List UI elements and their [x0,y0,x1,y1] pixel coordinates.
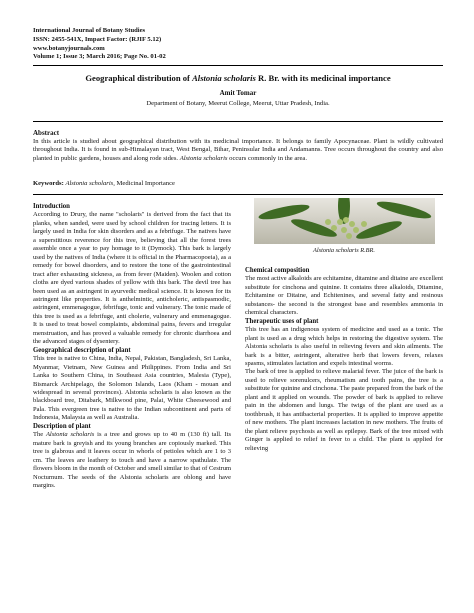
journal-header [33,27,166,62]
therapeutic-heading: Therapeutic uses of plant [245,317,319,325]
title-species: Alstonia scholaris [192,73,256,83]
description-text: The Alstonia scholaris is a tree and grows up to 40 m (130 ft) tall. Its mature bark is greyish and its young branches are copiously marked. This tree is glabrous and it leaves occur in whorls of petioles which are 1 to 3 cm. The leaves are leathery to touch and have a narrow spathulate. The flowers bloom in the month of October and smell similar to that of Cestrum Nocturnum. The seeds of the Alstonia scholaris are oblong and have margins. [33,431,231,489]
journal-volume: Volume 1; Issue 3; March 2016; Page No. 01-02 [33,53,166,61]
right-column [245,267,443,453]
keywords-rest: , Medicinal Importance [113,180,175,187]
left-column [33,203,231,490]
paper-title [33,73,443,83]
abstract-section [33,129,443,163]
abstract-text: In this article is studied about geographical distribution with its medicinal importance. It belongs to family Apocynaceae. Plant is wildly cultivated throughout India. It is found in sub-Himalayan tract, West Bengal, Bihar, Peninsular India and Andamanns. Tree occurs throughout the country and also planted in public gardens, houses and along rode sides. Alstonia scholaris occurs commonly in the area. [33,138,443,162]
keywords-bottom-rule [33,194,443,195]
intro-heading: Introduction [33,203,70,210]
header-rule [33,65,443,66]
geo-heading: Geographical description of plant [33,346,131,354]
intro-text: According to Drury, the name "scholaris" is derived from the fact that its planks, when sanded, were used by school children for tracing letters. It is largely used in India for skin disorders and as a febrifuge. The natives have a superstitious reverence for this tree, believing that all the forest trees assemble once a year to pay homage to it (Dymock). This bark is largely used by the natives of India (where it is official in the Pharmacopoeia), as a remedy for bowel disorders, and to restore the tone of the gastrointestinal tract after exhausting sickness, as from fever (Maiden). Woolen and cotton cloths are dyed various shades of yellow with this bark. The devil tree has been used as an astringent in ayurvedic medical science. It is known for its astringent like properties. It is anthelmintic, anticholeric, antispasmodic, astringent, emmenagogue, febrifuge, tonic and vulnerary. The tonic made of this tree is used as a febrifuge, anti cholerie, vulnerary and emmenagogue. It is used to treat bowel complaints, abdominal pains, fevers and irregular menstruation, and has proved a valuable remedy for chronic diarrhoea and the advanced stages of dysentery. [33,211,231,346]
figure-caption: Alstonia scholaris R.BR. [313,247,375,254]
keyword-species: Alstonia scholaris [65,180,114,187]
journal-issn: ISSN: 2455-541X, Impact Factor: (RJIF 5.12) [33,35,162,43]
keywords [33,180,175,187]
journal-name: International Journal of Botany Studies [33,27,146,34]
keywords-label: Keywords: [33,180,64,187]
author-affiliation: Department of Botany, Meerut College, Meerut, Uttar Pradesh, India. [146,100,330,107]
therapeutic-text-2: The bark of tree is applied to relieve malarial fever. The juice of the bark is used to relieve sorenulcers, rheumatism and tooth pains, the tree is a substitute for quinine and cinchona. The paste prepared from the bark of the plant and it applied on wounds. The powder of bark is applied to relieve pain in the abdomen and lungs. The twigs of the plant are used as a toothbrush, it has antibacterial properties. It is applied to improve appetite of new mothers. The plant increases lactation in new mothers. The fruits of the plant relieve psychosis as well as epilepsy. Bark of the tree mixed with Ginger is applied to relief in fever to a child. The plant is applied for relieving [245,368,443,452]
chemical-heading: Chemical composition [245,267,310,274]
author-name: Amit Tomar [219,89,257,97]
therapeutic-text: This tree has an indigenous system of medicine and used as a tonic. The plant is used as a drug which helps in restoring the digestive system. The Alstonia scholaris is also useful in relieving fevers and skin ailments. The bark is a bitter, astringent, alterative herb that lowers fevers, relaxes spasms, stimulates lactation and expels intestinal worms. [245,326,443,367]
leaves-photo [254,198,435,244]
description-heading: Description of plant [33,422,91,430]
title-prefix: Geographical distribution of [85,73,193,83]
abstract-heading: Abstract [33,129,60,137]
geo-text: This tree is native to China, India, Nepal, Pakistan, Bangladesh, Sri Lanka, Myanmar, Vietnam, New Guinea and Philippines. From India and Sri Lanka to Southern China, in Southeast Asia countries, Malesia (Type), Bismarck Archipelago, the Solomon Islands, Laos (Kham - mouan and widespread in several provinces). Alstonia scholaris is also known as the blackboard tree, Ditabark, Milkwood pine, Palai, White Cheesewood and Pala. This evergreen tree is native to the Indian subcontinent and parts of Indonesia, Malaysia as well as Australia. [33,355,231,422]
abstract-top-rule [33,121,443,122]
title-suffix: R. Br. with its medicinal importance [255,73,391,83]
journal-website[interactable]: www.botanyjournals.com [33,44,105,52]
chemical-text: The most active alkaloids are echitamine, ditamine and ditaine are excellent substitute for cinchona and quinine. It contains three alkaloids, Ditamine, Echitamine or Ditaine, and Echitenines, and several fatty and resinous substances- the second is the strongest base and resembles ammonia in chemical characters. [245,275,443,317]
